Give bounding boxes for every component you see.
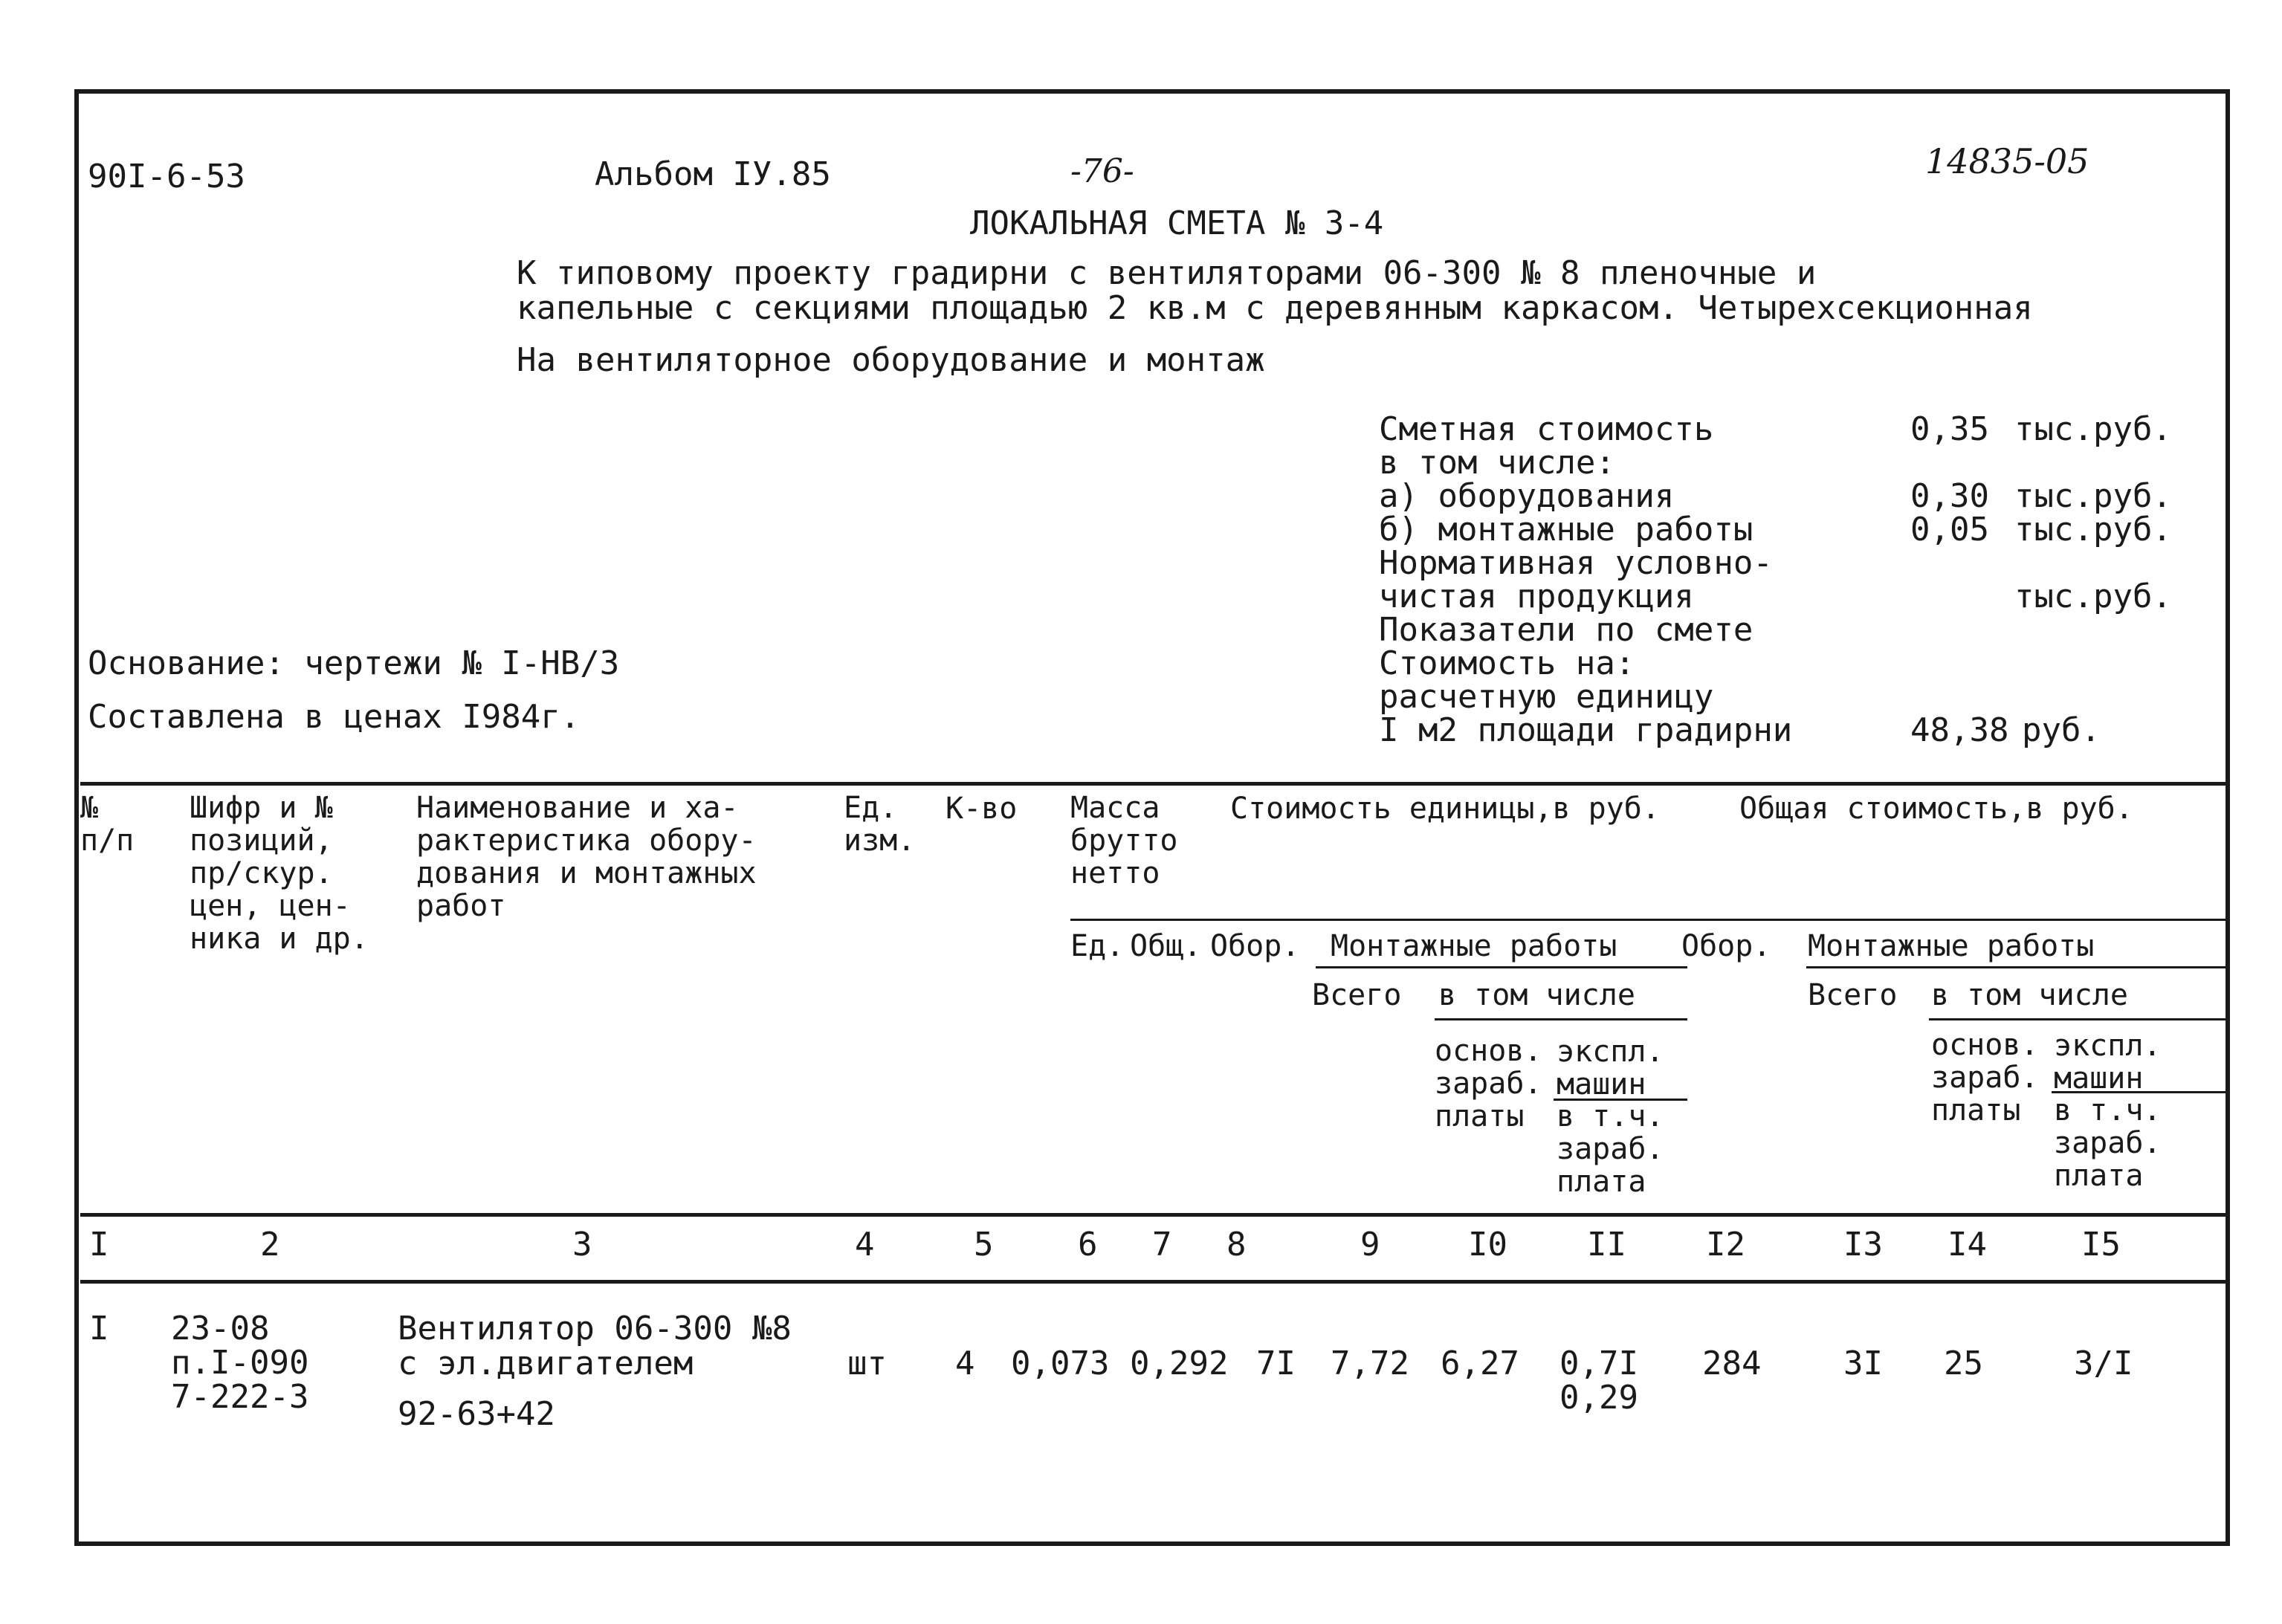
column-number-14: I4 [1948,1226,1987,1264]
summary-row [1379,711,2197,749]
cell-name-line3: 92-63+42 [398,1395,555,1433]
th-vsego2: Всего [1808,978,1898,1012]
summary-unit: тыс.руб. [2014,511,2172,549]
cell-c10: 6,27 [1441,1345,1519,1382]
summary-row [1379,546,2197,580]
basis-line: Основание: чертежи № I-HB/3 [88,644,620,682]
vtom1-underline [1435,1018,1687,1020]
th-unit: Ед. изм. [844,791,916,858]
th-montazh1: Монтажные работы [1331,929,1617,963]
column-number-1: I [89,1226,109,1264]
column-number-11: II [1587,1226,1626,1264]
th-code: Шифр и № позиций, пр/скур. цен, цен- ника и др. [190,791,369,956]
cell-n: I [89,1310,109,1348]
cell-code: 23-08 п.I-090 7-222-3 [171,1310,309,1416]
column-number-4: 4 [855,1226,875,1264]
doc-code: 90I-6-53 [88,158,245,195]
cell-name-line2: с эл.двигателем [398,1345,694,1382]
summary-label: а) оборудования [1379,477,1675,515]
th-osnov1: основ. зараб. платы [1435,1034,1542,1133]
summary-label: в том числе: [1379,444,1615,482]
cell-c13: 3I [1843,1345,1883,1382]
cost-header-rule [1070,919,2227,921]
handwritten-number: 14835-05 [1925,141,2089,181]
summary-label: Нормативная условно- [1379,544,1773,582]
col-numbers-top-rule [80,1213,2227,1217]
column-number-12: I2 [1706,1226,1745,1264]
table-top-rule [80,782,2227,786]
th-ed: Ед. [1070,929,1125,963]
montazh1-underline [1316,966,1687,968]
summary-label: Показатели по смете [1379,611,1753,649]
th-unit-cost: Стоимость единицы,в руб. [1230,792,1660,826]
cell-c11: 0,7I 0,29 [1559,1345,1638,1417]
th-osnov2: основ. зараб. платы [1931,1028,2039,1128]
subtitle-line1: К типовому проекту градирни с вентиляторами 06-300 № 8 пленочные и [517,254,1817,292]
cell-qty: 4 [955,1345,975,1382]
th-name: Наименование и ха- рактеристика обору- дования и монтажных работ [416,791,757,923]
column-number-10: I0 [1468,1226,1507,1264]
cell-c7: 0,292 [1130,1345,1229,1382]
column-number-5: 5 [974,1226,994,1264]
th-ekspl1a: экспл. [1557,1035,1664,1069]
summary-unit: руб. [2022,711,2101,749]
th-ekspl2b: машин [2054,1061,2144,1096]
th-vtom1: в том числе [1438,978,1635,1012]
summary-label: расчетную единицу [1379,678,1714,716]
page-number: -76- [1070,152,1134,190]
summary-value: 0,30 [1910,477,1989,515]
document-title: ЛОКАЛЬНАЯ СМЕТА № 3-4 [970,204,1384,242]
summary-unit: тыс.руб. [2014,578,2172,615]
summary-value: 0,05 [1910,511,1989,549]
summary-label: б) монтажные работы [1379,511,1753,549]
summary-row [1379,644,2197,682]
montazh2-underline [1806,966,2227,968]
th-montazh2: Монтажные работы [1808,929,2095,963]
summary-label: чистая продукция [1379,578,1694,615]
cell-name-line1: Вентилятор 06-300 №8 [398,1310,792,1348]
th-obor2: Обор. [1681,929,1771,963]
cell-c14: 25 [1944,1345,1983,1382]
summary-unit: тыс.руб. [2014,410,2172,448]
column-number-8: 8 [1226,1226,1247,1264]
th-mass: Масса брутто нетто [1070,791,1178,890]
column-number-6: 6 [1078,1226,1098,1264]
column-number-15: I5 [2081,1226,2121,1264]
summary-row [1379,479,2197,513]
subject-line: На вентиляторное оборудование и монтаж [517,341,1265,379]
column-number-13: I3 [1843,1226,1883,1264]
album-label: Альбом IУ.85 [595,155,831,193]
summary-value: 0,35 [1910,410,1989,448]
th-total-cost: Общая стоимость,в руб. [1739,792,2133,826]
cell-c12: 284 [1702,1345,1762,1382]
th-number: № п/п [80,791,135,858]
summary-row [1379,613,2197,647]
prices-year-line: Составлена в ценах I984г. [88,698,581,736]
th-obor1: Обор. [1210,929,1300,963]
th-ekspl2c: в т.ч. зараб. плата [2054,1093,2162,1193]
summary-label: I м2 площади градирни [1379,711,1793,749]
column-number-3: 3 [572,1226,592,1264]
th-obsh: Общ. [1130,929,1202,963]
subtitle-line2: капельные с секциями площадью 2 кв.м с деревянным каркасом. Четырехсекционная [517,289,2033,327]
vtom2-underline [1929,1018,2226,1020]
th-vsego1: Всего [1312,978,1402,1012]
summary-row [1379,444,2197,482]
summary-unit: тыс.руб. [2014,477,2172,515]
th-ekspl2a: экспл. [2054,1029,2162,1063]
summary-row [1379,580,2197,613]
summary-row [1379,511,2197,549]
column-number-7: 7 [1152,1226,1172,1264]
th-vtom2: в том числе [1931,978,2128,1012]
summary-row [1379,680,2197,714]
th-ekspl1b: машин [1557,1067,1646,1101]
th-qty: К-во [946,792,1018,826]
summary-label: Стоимость на: [1379,644,1635,682]
cell-unit: шт [847,1345,887,1382]
cell-c6: 0,073 [1011,1345,1110,1382]
cell-c8: 7I [1256,1345,1296,1382]
th-ekspl1c: в т.ч. зараб. плата [1557,1099,1664,1199]
column-number-9: 9 [1360,1226,1380,1264]
summary-row [1379,410,2197,448]
column-number-2: 2 [260,1226,280,1264]
cell-c9: 7,72 [1331,1345,1409,1382]
summary-value: 48,38 [1910,711,2009,749]
summary-label: Сметная стоимость [1379,410,1714,448]
cell-c15: 3/I [2074,1345,2133,1382]
col-numbers-bottom-rule [80,1280,2227,1284]
